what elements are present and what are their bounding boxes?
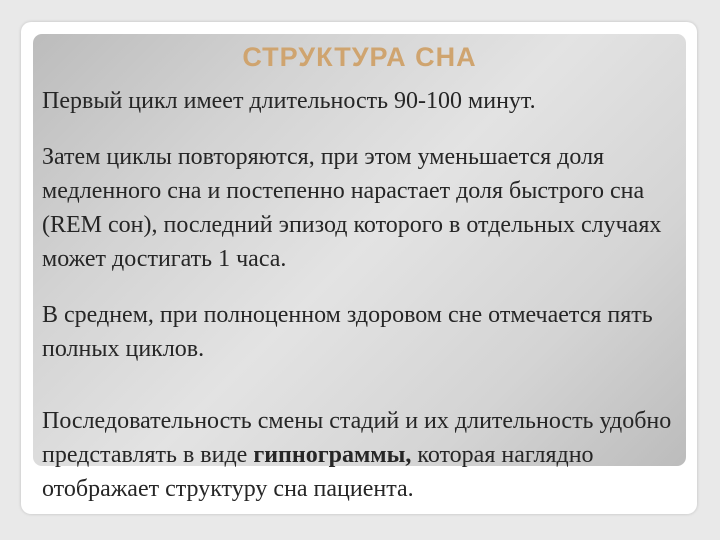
- paragraph-first-cycle: Первый цикл имеет длительность 90-100 минут.: [42, 88, 536, 114]
- paragraph-hypnogram: [42, 404, 702, 506]
- hypnogram-term: гипнограммы,: [253, 442, 412, 468]
- paragraph-cycles-repeat: Затем циклы повторяются, при этом уменьшается доля медленного сна и постепенно нарастает доля быстрого сна (REM сон), последний эпизод которого в отдельных случаях может достигать 1 часа.: [42, 144, 662, 272]
- paragraph-five-cycles: В среднем, при полноценном здоровом сне отмечается пять полных циклов.: [42, 302, 653, 362]
- slide-body: [42, 84, 702, 506]
- paragraph-hypnogram-text-start: Последовательность смены стадий и их длительность удобно представлять в виде: [42, 408, 672, 468]
- paragraph-hypnogram-text-end: которая наглядно отображает структуру сна пациента.: [42, 442, 594, 502]
- slide-title: СТРУКТУРА СНА: [242, 42, 477, 72]
